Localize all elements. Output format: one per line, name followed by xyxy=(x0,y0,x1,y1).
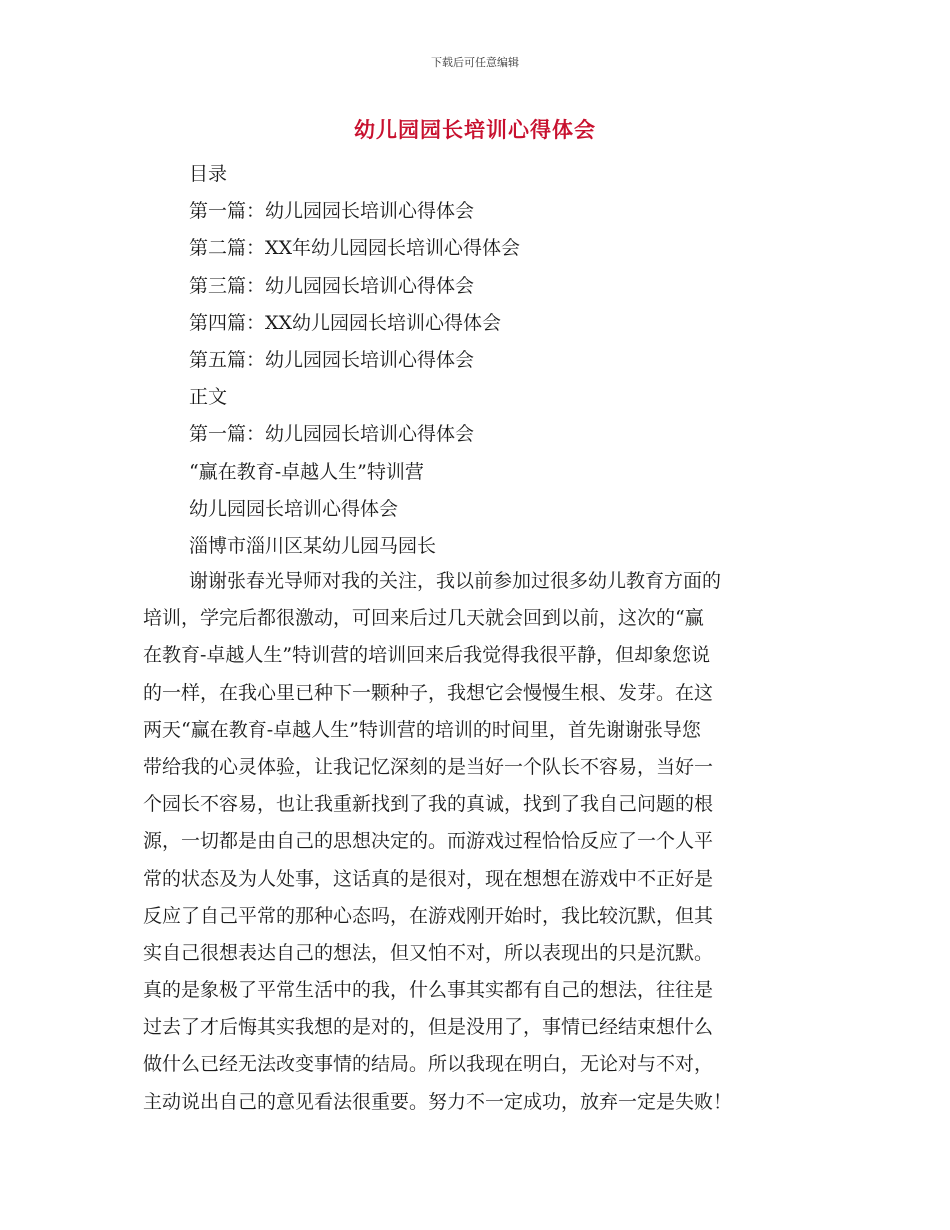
body-line: 常的状态及为人处事，这话真的是很对，现在想想在游戏中不正好是 xyxy=(143,867,714,890)
toc-item-4: 第四篇：XX幼儿园园长培训心得体会 xyxy=(189,311,502,334)
body-line: 两天“赢在教育-卓越人生”特训营的培训的时间里，首先谢谢张导您 xyxy=(143,718,701,741)
body-paragraph xyxy=(143,563,803,1121)
section-subtitle: 幼儿园园长培训心得体会 xyxy=(189,497,399,520)
body-line: 反应了自己平常的那种心态吗，在游戏刚开始时，我比较沉默，但其 xyxy=(143,904,714,927)
toc-item-3: 第三篇：幼儿园园长培训心得体会 xyxy=(189,274,475,297)
page-header: 下载后可任意编辑 xyxy=(431,56,519,69)
body-line: 真的是象极了平常生活中的我，什么事其实都有自己的想法，往往是 xyxy=(143,979,714,1002)
body-line: 主动说出自己的意见看法很重要。努力不一定成功，放弃一定是失败！ xyxy=(143,1090,733,1113)
body-line: 谢谢张春光导师对我的关注，我以前参加过很多幼儿教育方面的 xyxy=(189,570,722,592)
body-line: 个园长不容易，也让我重新找到了我的真诚，找到了我自己问题的根 xyxy=(143,793,714,816)
toc-item-1: 第一篇：幼儿园园长培训心得体会 xyxy=(189,200,475,223)
body-line: 培训，学完后都很激动，可回来后过几天就会回到以前，这次的“赢 xyxy=(143,607,704,630)
body-line: 源，一切都是由自己的思想决定的。而游戏过程恰恰反应了一个人平 xyxy=(143,830,714,853)
body-line: 带给我的心灵体验，让我记忆深刻的是当好一个队长不容易，当好一 xyxy=(143,755,714,778)
document-title: 幼儿园园长培训心得体会 xyxy=(354,118,596,142)
toc-item-2: 第二篇：XX年幼儿园园长培训心得体会 xyxy=(189,237,521,260)
body-line: 的一样，在我心里已种下一颗种子，我想它会慢慢生根、发芽。在这 xyxy=(143,681,714,704)
body-line: 做什么已经无法改变事情的结局。所以我现在明白，无论对与不对， xyxy=(143,1053,714,1076)
toc-item-5: 第五篇：幼儿园园长培训心得体会 xyxy=(189,348,475,371)
body-line: 过去了才后悔其实我想的是对的，但是没用了，事情已经结束想什么 xyxy=(143,1016,714,1039)
main-heading: 正文 xyxy=(189,386,228,409)
body-line: 在教育-卓越人生”特训营的培训回来后我觉得我很平静，但却象您说 xyxy=(143,644,711,667)
chapter-title: 第一篇：幼儿园园长培训心得体会 xyxy=(189,423,475,446)
author-line: 淄博市淄川区某幼儿园马园长 xyxy=(189,534,437,557)
body-line: 实自己很想表达自己的想法，但又怕不对，所以表现出的只是沉默。 xyxy=(143,941,714,964)
front-matter xyxy=(189,156,829,565)
toc-heading: 目录 xyxy=(189,163,228,185)
camp-title: “赢在教育-卓越人生”特训营 xyxy=(189,460,424,483)
